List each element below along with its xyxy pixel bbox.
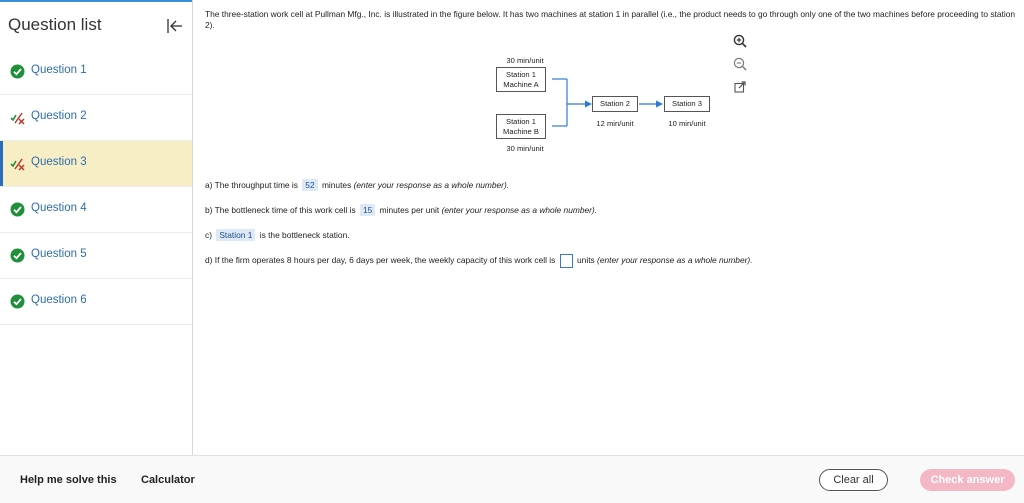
part-a-answer[interactable]: 52 — [302, 179, 317, 191]
part-a-suffix: minutes — [321, 180, 352, 190]
part-d-prefix: d) If the firm operates 8 hours per day, 6 days per week, the weekly capacity of this work cell is — [205, 255, 556, 266]
part-a — [205, 179, 509, 191]
machine-a-station: Station 1 — [506, 70, 536, 79]
part-b-answer[interactable]: 15 — [360, 204, 375, 216]
popout-icon[interactable] — [733, 80, 747, 94]
rate-machine-b: 30 min/unit — [506, 144, 544, 153]
capacity-input[interactable] — [560, 254, 573, 268]
part-d-suffix: units — [577, 255, 595, 266]
question-label: Question 4 — [31, 202, 87, 214]
part-c-suffix: is the bottleneck station. — [259, 230, 350, 240]
zoom-out-icon[interactable] — [733, 57, 747, 71]
part-c — [205, 229, 350, 241]
figure-tools — [733, 34, 753, 103]
zoom-in-icon[interactable] — [733, 34, 747, 48]
check-circle-icon — [10, 64, 25, 79]
part-c-prefix: c) — [205, 230, 212, 240]
part-b-prefix: b) The bottleneck time of this work cell is — [205, 205, 356, 215]
station-2-rate: 12 min/unit — [596, 119, 634, 128]
question-sidebar — [0, 0, 193, 455]
question-label: Question 5 — [31, 248, 87, 260]
question-content — [193, 0, 1024, 455]
question-label: Question 3 — [31, 156, 87, 168]
station-2-box: Station 2 — [592, 96, 638, 112]
part-c-answer[interactable]: Station 1 — [216, 229, 255, 241]
partial-credit-icon — [10, 156, 25, 171]
part-b-hint: (enter your response as a whole number). — [441, 205, 598, 215]
calculator-button[interactable]: Calculator — [141, 474, 195, 486]
question-intro: The three-station work cell at Pullman Mfg., Inc. is illustrated in the figure below. It has two machines at station 1 in parallel (i.e., the product needs to go through only one of the two machines before proceeding to station 2). — [205, 9, 1016, 30]
part-a-hint: (enter your response as a whole number). — [353, 180, 510, 190]
help-me-solve-button[interactable]: Help me solve this — [20, 474, 117, 486]
station-3-box: Station 3 — [664, 96, 710, 112]
sidebar-header — [0, 0, 192, 49]
part-b — [205, 204, 597, 216]
question-item-3[interactable] — [0, 141, 192, 187]
collapse-left-icon[interactable] — [164, 15, 186, 37]
question-label: Question 6 — [31, 294, 87, 306]
machine-a-box — [496, 67, 546, 92]
question-item-2[interactable] — [0, 95, 192, 141]
question-item-5[interactable] — [0, 233, 192, 279]
machine-b-station: Station 1 — [506, 117, 536, 126]
check-circle-icon — [10, 248, 25, 263]
machine-b-box — [496, 114, 546, 139]
station-3-rate: 10 min/unit — [668, 119, 706, 128]
check-circle-icon — [10, 294, 25, 309]
part-a-prefix: a) The throughput time is — [205, 180, 298, 190]
partial-credit-icon — [10, 110, 25, 125]
sidebar-title: Question list — [8, 15, 102, 34]
work-cell-figure — [489, 52, 724, 162]
part-b-suffix: minutes per unit — [379, 205, 440, 215]
check-answer-button[interactable]: Check answer — [920, 469, 1015, 491]
question-item-6[interactable] — [0, 279, 192, 325]
footer-bar — [0, 455, 1024, 503]
machine-b-name: Machine B — [503, 127, 539, 136]
check-circle-icon — [10, 202, 25, 217]
question-label: Question 1 — [31, 64, 87, 76]
machine-a-name: Machine A — [503, 80, 539, 89]
rate-machine-a: 30 min/unit — [506, 56, 544, 65]
question-label: Question 2 — [31, 110, 87, 122]
question-item-1[interactable] — [0, 49, 192, 95]
part-d — [205, 254, 753, 268]
part-d-hint: (enter your response as a whole number). — [597, 255, 753, 266]
question-item-4[interactable] — [0, 187, 192, 233]
clear-all-button[interactable]: Clear all — [819, 469, 888, 491]
